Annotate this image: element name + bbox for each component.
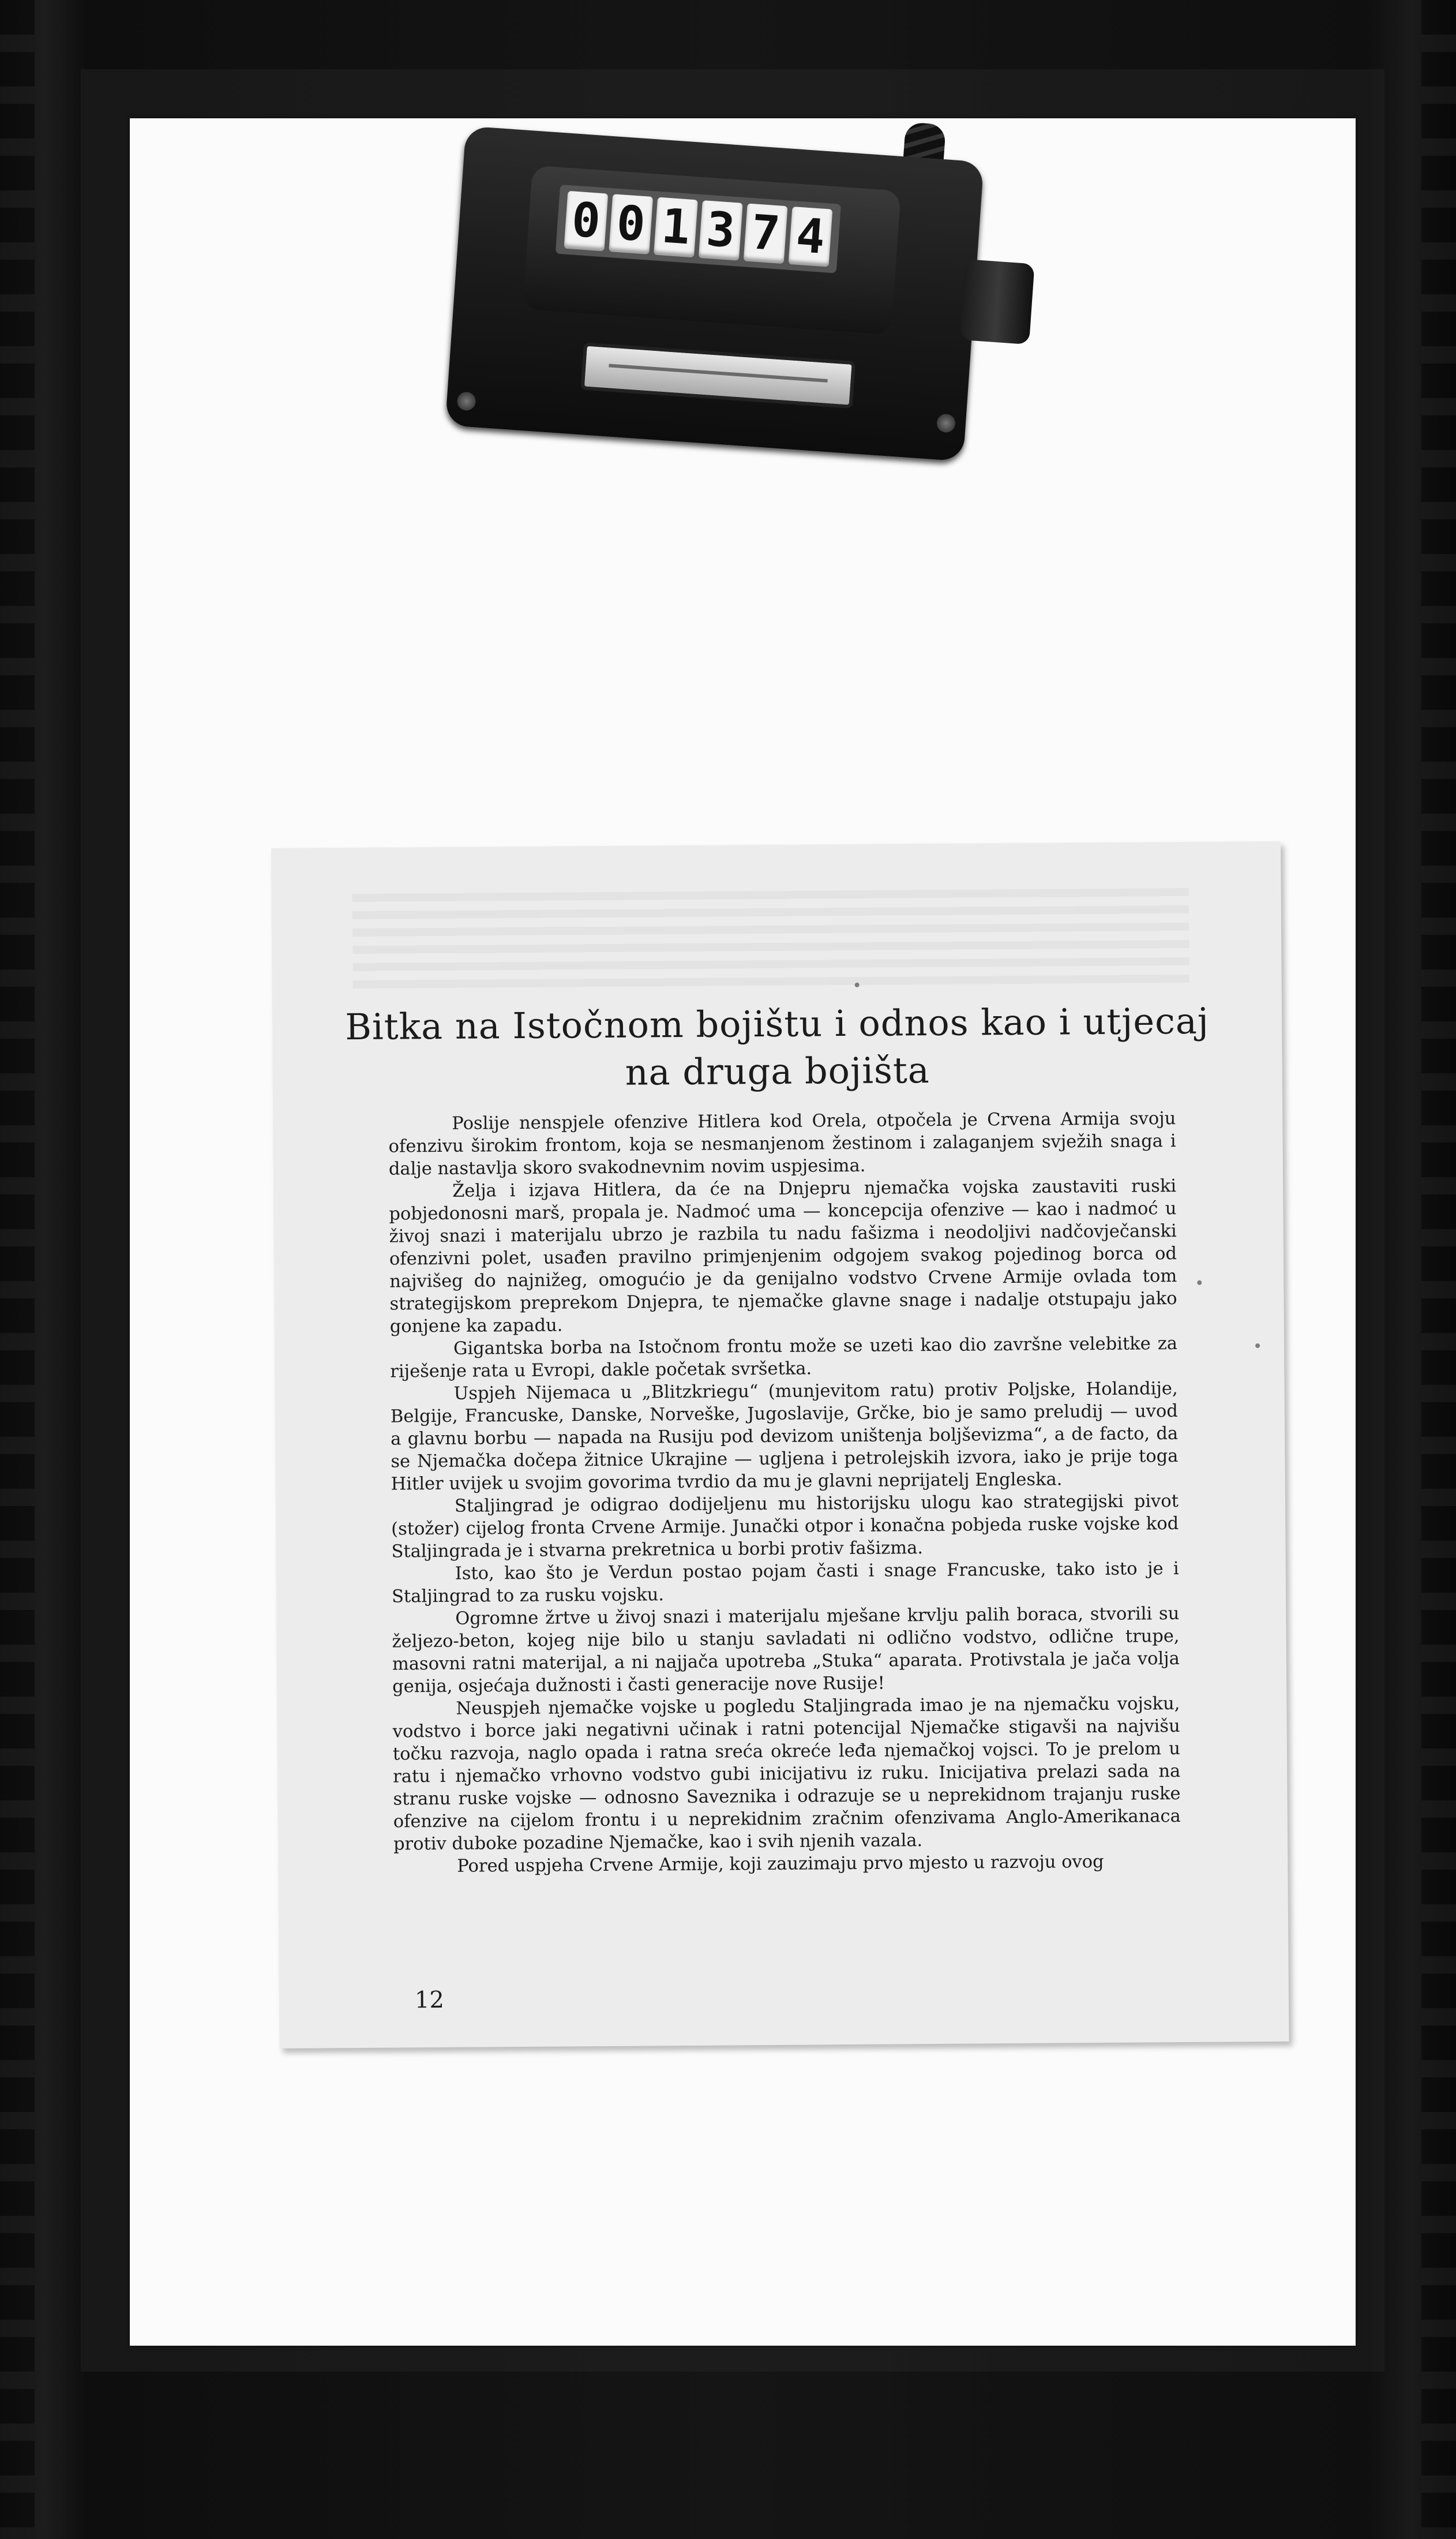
document-title (272, 997, 1282, 1099)
paragraph: Isto, kao što je Verdun postao pojam časti i snage Francuske, tako isto je i Staljingrad to za rusku vojsku. (391, 1559, 1179, 1607)
screw-icon (936, 413, 956, 433)
counter-digit: 4 (789, 207, 833, 267)
counter-digit: 7 (744, 204, 788, 264)
counter-digit: 1 (654, 197, 698, 258)
film-edge-left (0, 0, 35, 2539)
nameplate-engraving (609, 364, 827, 382)
dust-speck (1197, 1280, 1202, 1285)
film-edge-right (1421, 0, 1456, 2539)
paragraph: Gigantska borba na Istočnom frontu može se uzeti kao dio završne velebitke za riješenje rata u Evropi, dakle početak svršetka. (390, 1334, 1178, 1382)
paragraph: Staljingrad je odigrao dodijeljenu mu historijsku ulogu kao strategijski pivot (stožer) cijelog fronta Crvene Armije. Junački otpor i konačna pobjeda ruske vojske kod Staljingrada je i stvarna prekretnica u borbi protiv fašizma. (391, 1491, 1179, 1562)
document-body (388, 1107, 1181, 1878)
counter-digit: 0 (609, 194, 653, 254)
paragraph: Ogromne žrtve u živoj snazi i materijalu mješane krvlju palih boraca, stvorili su željezo-beton, kojeg nije bilo u stanju savladati ni odlično vodstvo, odlične trupe, masovni ratni materijal, a ni najjača upotreba „Stuka“ aparata. Protivstala je jača volja genija, osjećaja dužnosti i časti generacije nove Rusije! (392, 1604, 1180, 1697)
paragraph: Poslije nenspjele ofenzive Hitlera kod Orela, otpočela je Crvena Armija svoju ofenzivu širokim frontom, koja se nesmanjenom žestinom i zalaganjem svježih snaga i dalje nastavlja skoro svakodnevnim novim uspjesima. (388, 1109, 1176, 1179)
counter-digit: 3 (699, 200, 743, 261)
paragraph: Uspjeh Nijemaca u „Blitzkriegu“ (munjevitom ratu) protiv Poljske, Holandije, Belgije, Francuske, Danske, Norveške, Jugoslavije, Grčke, bio je samo preludij — uvod a glavnu borbu — napada na Rusiju pod devizom uništenja boljševizma“, a de facto, da se Njemačka dočepa žitnice Ukrajine — ugljena i petrolejskih izvora, iako je prije toga Hitler uvijek u svojim govorima tvrdio da mu je glavni neprijatelj Engleska. (390, 1379, 1179, 1495)
title-line: na druga bojišta (625, 1049, 930, 1094)
frame-counter-device (444, 91, 1004, 474)
title-line: Bitka na Istočnom bojištu i odnos kao i utjecaj (345, 999, 1210, 1048)
dust-speck (855, 983, 860, 987)
paragraph: Neuspjeh njemačke vojske u pogledu Staljingrada imao je na njemačku vojsku, vodstvo i borce jaki negativni učinak i ratni potencijal Njemačke stigavši na najvišu točku razvoja, naglo opada i ratna sreća okreće leđa njemačkoj vojsci. To je prelom u ratu i njemačko vrhovno vodstvo gubi inicijativu iz ruku. Inicijativa prelazi sada na stranu ruske vojske — odnosno Saveznika i odrazuje se u neprekidnom trajanju ruske ofenzive na cijelom frontu i u neprekidnim zračnim ofenzivama Anglo-Amerikanaca protiv duboke pozadine Njemačke, kao i svih njenih vazala. (392, 1694, 1181, 1855)
page-number: 12 (414, 1986, 445, 2014)
paragraph: Želja i izjava Hitlera, da će na Dnjepru njemačka vojska zaustaviti ruski pobjedonosni marš, propala je. Nadmoć uma — koncepcija ofenzive — kao i nadmoć u živoj snazi i materijalu ubrzo je razbila tu nadu fašizma i neodoljivi nadčovječanski ofenzivni polet, usađen pravilno primjenjenim odgojem svakog pojedinog borca od najvišeg do najnižeg, omogućio je da genijalno vodstvo Crvene Armije ovlada tom strategijskom preprekom Dnjepra, te njemačke glavne snage i nadalje otstupaju jako gonjene ka zapadu. (389, 1176, 1177, 1337)
counter-body (445, 126, 984, 462)
screw-icon (457, 391, 476, 411)
dust-speck (1255, 1343, 1260, 1348)
counter-digit: 0 (564, 191, 608, 252)
counter-knob (960, 259, 1034, 344)
document-page (271, 841, 1289, 2049)
counter-nameplate (580, 342, 855, 409)
show-through-text (352, 888, 1189, 992)
paragraph: Pored uspjeha Crvene Armije, koji zauzimaju prvo mjesto u razvoju ovog (457, 1851, 1104, 1877)
